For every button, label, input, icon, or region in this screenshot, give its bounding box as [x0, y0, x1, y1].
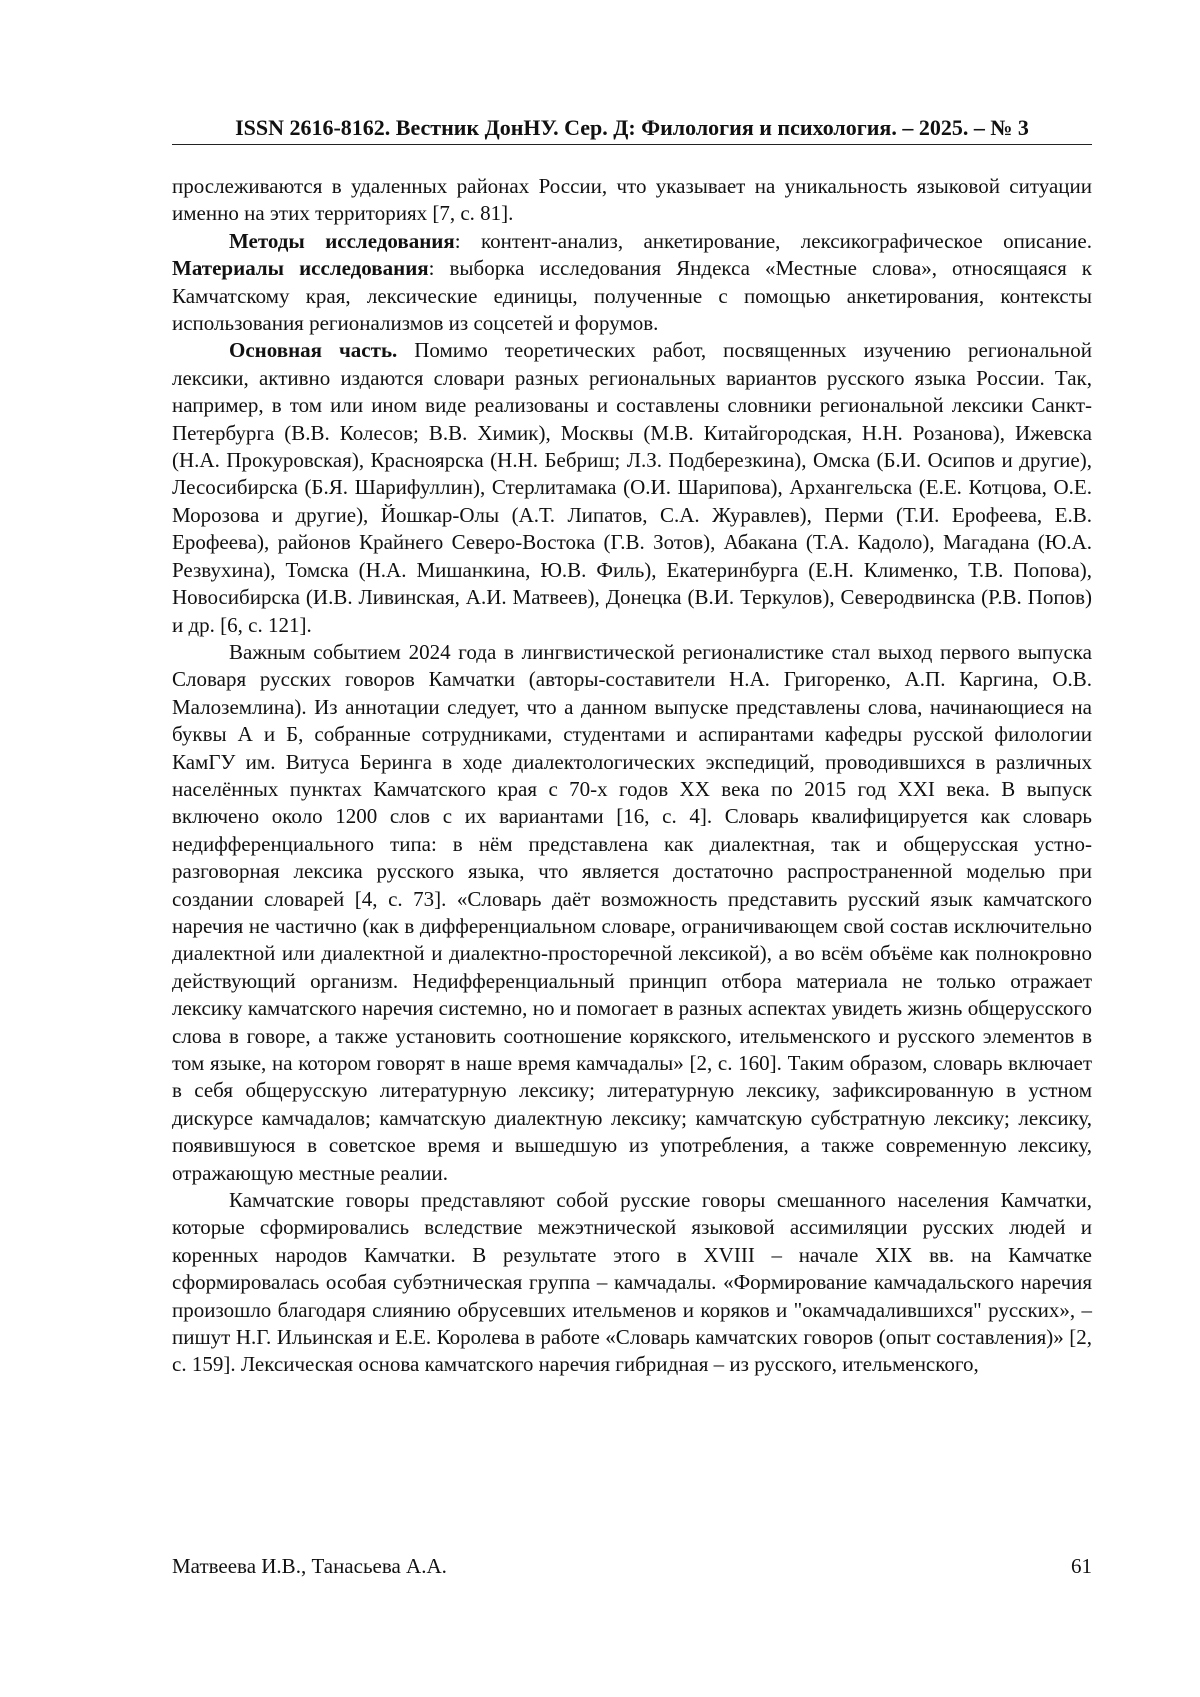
paragraph-main-part	[172, 337, 1092, 638]
page-number: 61	[1071, 1554, 1092, 1578]
paragraph-methods	[172, 228, 1092, 338]
materials-label: Материалы исследования	[172, 256, 429, 281]
article-body	[172, 173, 1092, 1379]
journal-page	[172, 0, 1092, 1697]
footer-authors: Матвеева И.В., Танасьева А.А.	[172, 1554, 447, 1578]
running-header: ISSN 2616-8162. Вестник ДонНУ. Сер. Д: Филология и психология. – 2025. – № 3	[172, 114, 1092, 145]
paragraph-dictionary: Важным событием 2024 года в лингвистической регионалистике стал выход первого выпуска Словаря русских говоров Камчатки (авторы-составители Н.А. Григоренко, А.П. Каргина, О.В. Малоземлина). Из аннотации следует, что а данном выпуске представлены слова, начинающиеся на буквы А и Б, собранные сотрудниками, студентами и аспирантами кафедры русской филологии КамГУ им. Витуса Беринга в ходе диалектологических экспедиций, проводившихся в различных населённых пунктах Камчатского края с 70-х годов XX века по 2015 год XXI века. В выпуск включено около 1200 слов с их вариантами [16, с. 4]. Словарь квалифицируется как словарь недифференциального типа: в нём представлена как диалектная, так и общерусская устно-разговорная лексика русского языка, что является достаточно распространенной моделью при создании словарей [4, с. 73]. «Словарь даёт возможность представить русский язык камчатского наречия не частично (как в дифференциальном словаре, ограничивающем свой состав исключительно диалектной или диалектной и диалектно-просторечной лексикой), а во всём объёме как полнокровно действующий организм. Недифференциальный принцип отбора материала не только отражает лексику камчатского наречия системно, но и помогает в разных аспектах увидеть жизнь общерусского слова в говоре, а также установить соотношение корякского, ительменского и русского элементов в том языке, на котором говорят в наше время камчадалы» [2, с. 160]. Таким образом, словарь включает в себя общерусскую литературную лексику; литературную лексику, зафиксированную в устном дискурсе камчадалов; камчатскую диалектную лексику; камчатскую субстратную лексику; лексику, появившуюся в советское время и вышедшую из употребления, а также современную лексику, отражающую местные реалии.	[172, 639, 1092, 1185]
methods-label: Методы исследования	[229, 228, 455, 253]
paragraph-kamchatka-dialects: Камчатские говоры представляют собой русские говоры смешанного населения Камчатки, которые сформировались вследствие межэтнической языковой ассимиляции русских людей и коренных народов Камчатки. В результате этого в XVIII – начале XIX вв. на Камчатке сформировалась особая субэтническая группа – камчадалы. «Формирование камчадальского наречия произошло благодаря слиянию обрусевших ительменов и коряков и "окамчадалившихся" русских», – пишут Н.Г. Ильинская и Е.Е. Королева в работе «Словарь камчатских говоров (опыт составления)» [2, с. 159]. Лексическая основа камчатского наречия гибридная – из русского, ительменского,	[172, 1188, 1092, 1377]
materials-text: : выборка исследования Яндекса «Местные слова», относящаяся к Камчатскому края, лексические единицы, полученные с помощью анкетирования, контексты использования регионализмов из соцсетей и форумов.	[172, 256, 1092, 336]
main-part-text: Помимо теоретических работ, посвященных изучению региональной лексики, активно издаются словари разных региональных вариантов русского языка России. Так, например, в том или ином виде реализованы и составлены словники региональной лексики Санкт-Петербурга (В.В. Колесов; В.В. Химик), Москвы (М.В. Китайгородская, Н.Н. Розанова), Ижевска (Н.А. Прокуровская), Красноярска (Н.Н. Бебриш; Л.З. Подберезкина), Омска (Б.И. Осипов и другие), Лесосибирска (Б.Я. Шарифуллин), Стерлитамака (О.И. Шарипова), Архангельска (Е.Е. Котцова, О.Е. Морозова и другие), Йошкар-Олы (А.Т. Липатов, С.А. Журавлев), Перми (Т.И. Ерофеева, Е.В. Ерофеева), районов Крайнего Северо-Востока (Г.В. Зотов), Абакана (Т.А. Кадоло), Магадана (Ю.А. Резвухина), Томска (Н.А. Мишанкина, Ю.В. Филь), Екатеринбурга (Е.Н. Клименко, Т.В. Попова), Новосибирска (И.В. Ливинская, А.И. Матвеев), Донецка (В.И. Теркулов), Северодвинска (Р.В. Попов) и др. [6, с. 121].	[172, 338, 1093, 637]
main-part-label: Основная часть.	[229, 338, 398, 363]
paragraph-continuation: прослеживаются в удаленных районах России, что указывает на уникальность языковой ситуации именно на этих территориях [7, с. 81].	[172, 174, 1092, 226]
methods-text: : контент-анализ, анкетирование, лексикографическое описание.	[454, 228, 1092, 253]
